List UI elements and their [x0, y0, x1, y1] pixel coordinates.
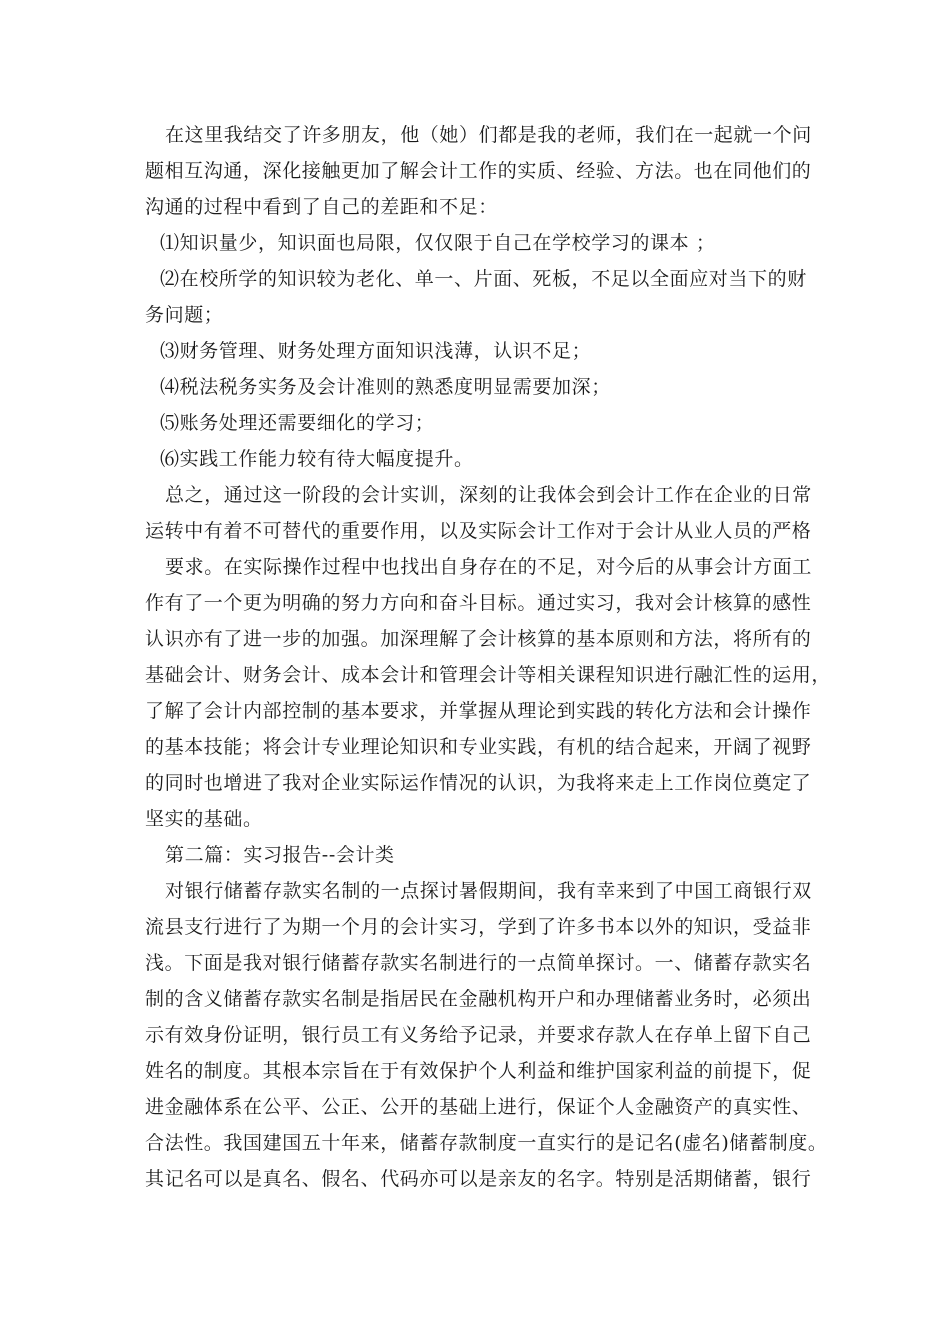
text-line: 运转中有着不可替代的重要作用，以及实际会计工作对于会计从业人员的严格: [145, 520, 812, 542]
text-line: 示有效身份证明，银行员工有义务给予记录，并要求存款人在存单上留下自己: [145, 1024, 812, 1046]
text-line: 浅。下面是我对银行储蓄存款实名制进行的一点简单探讨。一、储蓄存款实名: [145, 952, 812, 974]
text-line: 要求。在实际操作过程中也找出自身存在的不足，对今后的从事会计方面工: [165, 556, 812, 578]
list-item: ⑵在校所学的知识较为老化、单一、片面、死板，不足以全面应对当下的财: [160, 268, 807, 290]
text-line: 流县支行进行了为期一个月的会计实习，学到了许多书本以外的知识，受益非: [145, 916, 812, 938]
text-line: 总之，通过这一阶段的会计实训，深刻的让我体会到会计工作在企业的日常: [165, 484, 812, 506]
list-item: ⑶财务管理、财务处理方面知识浅薄，认识不足；: [160, 340, 592, 362]
text-line: 沟通的过程中看到了自己的差距和不足：: [145, 196, 498, 218]
text-line: 姓名的制度。其根本宗旨在于有效保护个人利益和维护国家利益的前提下，促: [145, 1060, 812, 1082]
list-item: ⑹实践工作能力较有待大幅度提升。: [160, 448, 474, 470]
text-line: 对银行储蓄存款实名制的一点探讨暑假期间，我有幸来到了中国工商银行双: [165, 880, 812, 902]
text-line: 制的含义储蓄存款实名制是指居民在金融机构开户和办理储蓄业务时，必须出: [145, 988, 812, 1010]
list-item: ⑸账务处理还需要细化的学习；: [160, 412, 435, 434]
text-line: 基础会计、财务会计、成本会计和管理会计等相关课程知识进行融汇性的运用，: [145, 664, 832, 686]
text-line: 的同时也增进了我对企业实际运作情况的认识，为我将来走上工作岗位奠定了: [145, 772, 812, 794]
section-heading: 第二篇：实习报告--会计类: [165, 844, 395, 866]
text-line: 其记名可以是真名、假名、代码亦可以是亲友的名字。特别是活期储蓄，银行: [145, 1168, 812, 1190]
text-line: 题相互沟通，深化接触更加了解会计工作的实质、经验、方法。也在同他们的: [145, 160, 812, 182]
list-item: ⑴知识量少，知识面也局限，仅仅限于自己在学校学习的课本 ；: [160, 232, 716, 254]
text-line: 了解了会计内部控制的基本要求，并掌握从理论到实践的转化方法和会计操作: [145, 700, 812, 722]
list-item: ⑷税法税务实务及会计准则的熟悉度明显需要加深；: [160, 376, 611, 398]
text-line: 进金融体系在公平、公正、公开的基础上进行，保证个人金融资产的真实性、: [145, 1096, 812, 1118]
text-line: 作有了一个更为明确的努力方向和奋斗目标。通过实习，我对会计核算的感性: [145, 592, 812, 614]
text-line: 务问题；: [145, 304, 224, 326]
text-line: 坚实的基础。: [145, 808, 263, 830]
text-line: 在这里我结交了许多朋友，他（她）们都是我的老师，我们在一起就一个问: [165, 124, 812, 146]
text-line: 认识亦有了进一步的加强。加深理解了会计核算的基本原则和方法，将所有的: [145, 628, 812, 650]
text-line: 的基本技能；将会计专业理论知识和专业实践，有机的结合起来，开阔了视野: [145, 736, 812, 758]
text-line: 合法性。我国建国五十年来，储蓄存款制度一直实行的是记名(虚名)储蓄制度。: [145, 1132, 828, 1154]
